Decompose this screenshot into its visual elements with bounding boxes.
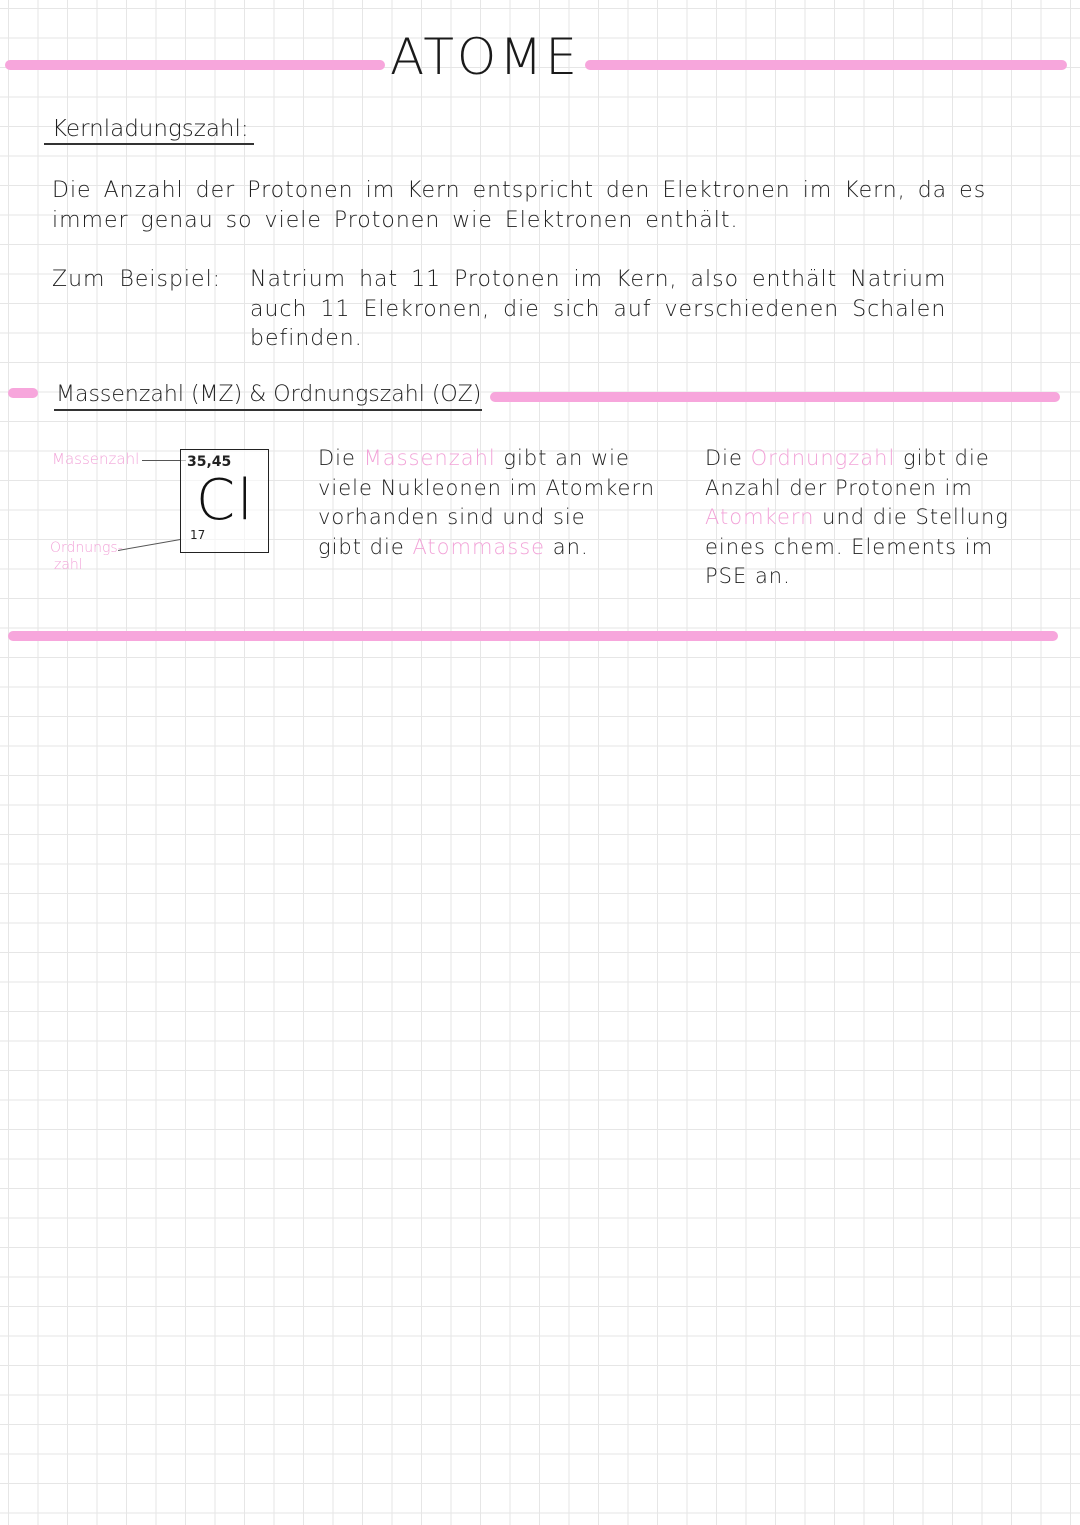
example-line: befinden. xyxy=(250,326,363,351)
paragraph-line: Die Anzahl der Protonen im Kern entspricht den Elektronen im Kern, da es xyxy=(52,178,987,203)
title-bar-left xyxy=(5,60,385,70)
mz-line1 xyxy=(318,444,678,474)
mz-line3: vorhanden sind und sie xyxy=(318,505,586,529)
text: gibt die xyxy=(318,534,413,559)
paragraph-line: immer genau so viele Protonen wie Elektronen enthält. xyxy=(52,208,739,233)
connector-line xyxy=(118,539,181,551)
mz-line4 xyxy=(318,533,678,563)
highlight-atommasse: Atommasse xyxy=(412,534,546,559)
label-ordnungszahl-line1: Ordnungs- xyxy=(50,540,123,556)
text: an. xyxy=(545,534,589,559)
example-line: auch 11 Elekronen, die sich auf verschiedenen Schalen xyxy=(250,297,947,322)
title-bar-right xyxy=(585,60,1067,70)
text: gibt die xyxy=(895,446,990,470)
oz-line5: PSE an. xyxy=(705,564,791,588)
text: gibt an wie xyxy=(495,446,630,470)
oz-line3 xyxy=(705,503,1065,533)
text: Die xyxy=(705,446,751,470)
section-heading-massenzahl: Massenzahl (MZ) & Ordnungszahl (OZ) xyxy=(56,382,482,407)
highlight-atomkern: Atomkern xyxy=(705,505,815,529)
section-divider xyxy=(8,631,1058,641)
highlight-massenzahl: Massenzahl xyxy=(363,446,496,470)
oz-line1 xyxy=(705,444,1065,474)
text: und die Stellung xyxy=(814,505,1009,529)
oz-line2: Anzahl der Protonen im xyxy=(705,475,973,500)
heading-underline xyxy=(54,409,482,411)
section-heading-kernladungszahl: Kernladungszahl: xyxy=(52,116,249,142)
label-ordnungszahl xyxy=(50,540,123,574)
example-label: Zum Beispiel: xyxy=(52,267,222,292)
page-title: ATOME xyxy=(390,28,580,86)
element-card xyxy=(180,449,269,553)
element-symbol: Cl xyxy=(196,468,255,533)
mz-line2: viele Nukleonen im Atomkern xyxy=(318,475,656,500)
element-number: 17 xyxy=(190,528,206,542)
label-massenzahl: Massenzahl xyxy=(52,450,140,468)
example-line: Natrium hat 11 Protonen im Kern, also enthält Natrium xyxy=(250,267,947,292)
ordnungszahl-description xyxy=(705,444,1065,592)
text: Die xyxy=(318,446,364,470)
highlight-ordnungszahl: Ordnungzahl xyxy=(750,446,896,470)
heading-underline xyxy=(44,143,254,145)
section-bullet xyxy=(8,388,38,398)
oz-line4: eines chem. Elements im xyxy=(705,534,994,559)
element-mass: 35,45 xyxy=(187,454,232,470)
massenzahl-description xyxy=(318,444,678,562)
section-bar xyxy=(490,392,1060,402)
label-ordnungszahl-line2: zahl xyxy=(54,557,83,573)
